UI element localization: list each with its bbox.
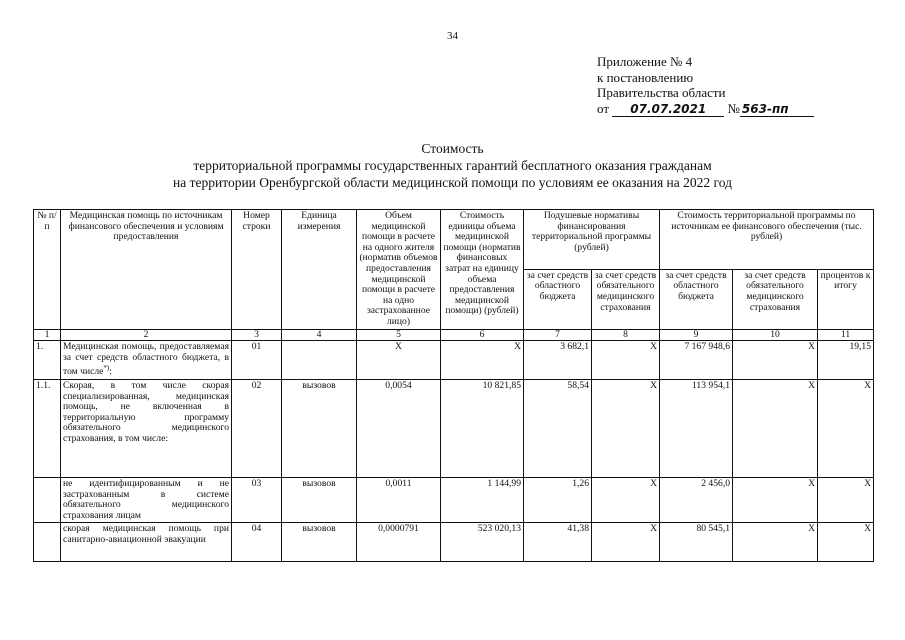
cell-num: 1. [34,341,61,380]
cell-pc-oms: X [592,341,660,380]
column-number: 7 [524,329,592,341]
cell-total-budget: 7 167 948,6 [660,341,733,380]
column-number: 4 [282,329,357,341]
cell-kind-suffix: : [109,366,112,378]
cell-unit [282,341,357,380]
cell-num: 1.1. [34,380,61,478]
cell-total-budget: 80 545,1 [660,523,733,562]
cell-total-oms: X [733,523,818,562]
cell-cost-unit: 523 020,13 [441,523,524,562]
appendix-line-4 [597,101,814,117]
column-number: 2 [61,329,232,341]
appendix-line-2: к постановлению [597,69,694,85]
column-number: 1 [34,329,61,341]
cell-pc-oms: X [592,523,660,562]
cell-row-number: 01 [232,341,282,380]
cell-row-number: 04 [232,523,282,562]
column-number: 10 [733,329,818,341]
column-number: 5 [357,329,441,341]
appendix-block [597,54,814,117]
title-line-3: на территории Оренбургской области медицинской помощи по условиям ее оказания на 2022 год [173,175,732,190]
cell-total-oms: X [733,380,818,478]
cost-table-container [33,209,873,562]
document-title [0,140,905,191]
cell-row-number: 02 [232,380,282,478]
header-total-budget: за счет средств областного бюджета [660,269,733,329]
column-number: 6 [441,329,524,341]
cell-percent: X [818,523,874,562]
appendix-date: 07.07.2021 [612,103,724,117]
column-number: 3 [232,329,282,341]
cell-unit: вызовов [282,523,357,562]
cell-num [34,478,61,523]
header-per-capita-oms: за счет средств обязательного медицинского страхования [592,269,660,329]
appendix-from-label: от [597,100,610,116]
table-row [34,380,874,478]
cost-table [33,209,874,562]
cell-pc-budget: 1,26 [524,478,592,523]
cell-cost-unit: X [441,341,524,380]
title-line-2: территориальной программы государственных гарантий бесплатного оказания гражданам [193,158,712,173]
cell-percent: X [818,380,874,478]
header-volume: Объем медицинской помощи в расчете на одного жителя (норматив объемов предоставления медицинской помощи в расчете на одно застрахованное лицо) [357,210,441,330]
cell-unit: вызовов [282,478,357,523]
cell-percent: 19,15 [818,341,874,380]
header-total-percent: процентов к итогу [818,269,874,329]
appendix-number-sign: № [727,100,740,116]
appendix-line-1: Приложение № 4 [597,54,693,69]
footnote-marker: *) [103,364,110,373]
cell-pc-oms: X [592,380,660,478]
cell-volume: 0,0054 [357,380,441,478]
cell-kind: не идентифицированным и не застрахованным в системе обязательного медицинского страхования лицам [61,478,232,523]
cell-pc-budget: 3 682,1 [524,341,592,380]
cell-volume: 0,0011 [357,478,441,523]
header-per-capita-budget: за счет средств областного бюджета [524,269,592,329]
cell-total-oms: X [733,478,818,523]
cell-total-budget: 2 456,0 [660,478,733,523]
appendix-number: 563-пп [740,103,814,117]
title-line-1: Стоимость [421,141,484,156]
cell-kind: Скорая, в том числе скорая специализированная, медицинская помощь, не включенная в территориальную программу обязательного медицинского страхования, в том числе: [61,380,232,478]
cell-volume: X [357,341,441,380]
cell-num [34,523,61,562]
cell-volume: 0,0000791 [357,523,441,562]
cell-pc-oms: X [592,478,660,523]
table-row [34,341,874,380]
cell-kind: скорая медицинская помощь при санитарно-авиационной эвакуации [61,523,232,562]
column-number: 8 [592,329,660,341]
header-per-capita: Подушевые нормативы финансирования территориальной программы (рублей) [524,210,660,270]
header-unit: Единица измерения [282,210,357,330]
column-number: 9 [660,329,733,341]
cell-total-budget: 113 954,1 [660,380,733,478]
header-total-oms: за счет средств обязательного медицинского страхования [733,269,818,329]
appendix-line-3: Правительства области [597,85,726,100]
header-num: № п/п [34,210,61,330]
page-number: 34 [447,30,458,42]
table-row [34,478,874,523]
column-number: 11 [818,329,874,341]
cell-unit: вызовов [282,380,357,478]
column-numbers-row [34,329,874,341]
table-row [34,523,874,562]
header-kind: Медицинская помощь по источникам финансового обеспечения и условиям предоставления [61,210,232,330]
header-cost-unit: Стоимость единицы объема медицинской помощи (норматив финансовых затрат на единицу объема предоставления медицинской помощи) (рублей) [441,210,524,330]
cell-kind [61,341,232,380]
cell-row-number: 03 [232,478,282,523]
cell-pc-budget: 41,38 [524,523,592,562]
cell-cost-unit: 1 144,99 [441,478,524,523]
cell-total-oms: X [733,341,818,380]
header-total-cost: Стоимость территориальной программы по источникам ее финансового обеспечения (тыс. рублей) [660,210,874,270]
cell-pc-budget: 58,54 [524,380,592,478]
cell-kind-text: Медицинская помощь, предоставляемая за счет средств областного бюджета, в том числе [63,341,229,378]
cell-percent: X [818,478,874,523]
cell-cost-unit: 10 821,85 [441,380,524,478]
header-row-number: Номер строки [232,210,282,330]
